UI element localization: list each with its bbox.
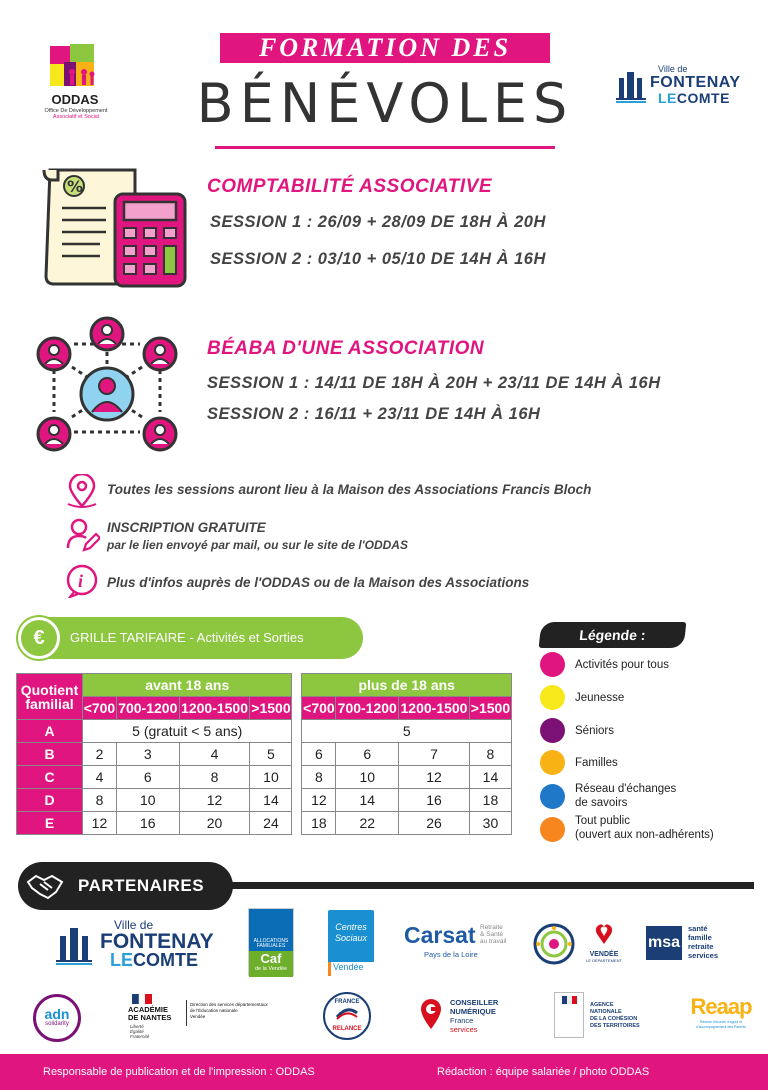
partners-bar-line xyxy=(200,882,754,889)
carsat-side xyxy=(480,924,506,945)
legend-label-all: Activités pour tous xyxy=(575,659,669,671)
partner-fontenay-line1: FONTENAY xyxy=(100,930,214,953)
caf-bottom xyxy=(249,951,293,977)
caf-l3: de la Vendée xyxy=(254,966,288,972)
carsat-side2: & Santé xyxy=(480,931,504,938)
fontenay-line1: FONTENAY xyxy=(650,74,741,91)
partner-academie-logo xyxy=(128,994,278,1044)
table-row xyxy=(17,812,512,835)
carsat-sub: Pays de la Loire xyxy=(424,950,478,959)
legend-label-exchange xyxy=(575,782,676,810)
adn-sub: solidarity xyxy=(45,1021,69,1027)
legend-exchange-l1: Réseau d'échanges xyxy=(575,783,677,795)
cnfs-l1: CONSEILLER xyxy=(450,998,499,1007)
cell: 3 xyxy=(116,743,179,766)
partner-caf-logo xyxy=(248,908,294,976)
partner-conseiller-numerique-logo xyxy=(420,996,530,1036)
partner-adn-logo xyxy=(33,994,81,1042)
title-band: FORMATION DES xyxy=(220,33,550,63)
group-adult-header: plus de 18 ans xyxy=(302,674,512,697)
oddas-sub-line2: Associatif et Social xyxy=(52,114,100,120)
partner-msa-logo xyxy=(646,924,736,964)
marianne-flag-icon xyxy=(555,993,583,1007)
row-label: E xyxy=(17,812,83,835)
partner-reaap-logo xyxy=(686,994,756,1042)
qf-label-2: familial xyxy=(25,695,74,712)
fontenay-castle-icon xyxy=(56,924,92,966)
person-edit-icon xyxy=(66,518,100,552)
table-row xyxy=(17,789,512,812)
cell: 20 xyxy=(179,812,250,835)
table-row xyxy=(17,766,512,789)
acad-motto xyxy=(130,1024,149,1039)
carsat-side3: au travail xyxy=(480,938,507,945)
section-2-session-2: SESSION 2 : 16/11 + 23/11 DE 14H À 16H xyxy=(207,405,541,423)
section-2-title: BÉABA D'UNE ASSOCIATION xyxy=(207,338,485,359)
legend-dot-families xyxy=(540,750,565,775)
cell: 6 xyxy=(336,743,399,766)
msa-l3: retraite xyxy=(688,942,714,951)
vendee-sub: LE DÉPARTEMENT xyxy=(586,958,622,963)
section-1-session-1: SESSION 1 : 26/09 + 28/09 DE 18H À 20H xyxy=(210,213,546,231)
footer xyxy=(0,1054,768,1090)
msa-l1: santé xyxy=(688,924,708,933)
partner-fontenay-comte: COMTE xyxy=(133,950,199,970)
calculator-document-icon xyxy=(40,166,190,292)
relance-l1: FRANCE xyxy=(334,999,360,1005)
vendee-label: VENDÉE xyxy=(589,951,619,958)
row-label: A xyxy=(17,720,83,743)
anct-text xyxy=(590,1002,640,1030)
bracket-minor: 700-1200 xyxy=(116,697,179,720)
bracket-adult: >1500 xyxy=(469,697,511,720)
cell: 26 xyxy=(399,812,470,835)
bracket-adult: 700-1200 xyxy=(336,697,399,720)
table-row xyxy=(17,743,512,766)
partner-france-relance-logo xyxy=(323,992,371,1040)
cell: 18 xyxy=(302,812,336,835)
caf-l2: FAMILIALES xyxy=(256,943,286,949)
handshake-icon xyxy=(26,872,64,900)
cell: 4 xyxy=(179,743,250,766)
oddas-logo-icon xyxy=(48,42,100,90)
acad-motto2: Égalité xyxy=(130,1029,144,1034)
partner-fontenay-line2 xyxy=(110,950,198,971)
carsat-side1: Retraite xyxy=(480,924,503,931)
cell: 12 xyxy=(83,812,117,835)
info-inscription-title: INSCRIPTION GRATUITE xyxy=(107,520,266,535)
bracket-minor: >1500 xyxy=(250,697,292,720)
partners-title: PARTENAIRES xyxy=(18,862,233,910)
cell: 14 xyxy=(336,789,399,812)
fontenay-line2 xyxy=(658,90,730,106)
cell: 5 xyxy=(250,743,292,766)
partner-fontenay-ville: Ville de xyxy=(114,918,154,932)
anct-l4: DES TERRITOIRES xyxy=(590,1023,640,1029)
cell: 4 xyxy=(83,766,117,789)
section-2-session-1: SESSION 1 : 14/11 DE 18H À 20H + 23/11 DE 14H À 16H xyxy=(207,374,661,392)
partner-carsat-logo xyxy=(404,922,514,962)
cs-sub: Vendée xyxy=(328,962,374,976)
cell: 10 xyxy=(336,766,399,789)
section-1-session-2: SESSION 2 : 03/10 + 05/10 DE 14H À 16H xyxy=(210,250,546,268)
cnfs-text xyxy=(450,998,498,1034)
caf-l1: ALLOCATIONS xyxy=(253,938,289,944)
cell: 24 xyxy=(250,812,292,835)
row-a-adult: 5 xyxy=(302,720,512,743)
reaap-sub: Réseau d'écoute d'appui et d'accompagnement des Parents xyxy=(695,1020,747,1029)
anct-l3: DE LA COHÉSION xyxy=(590,1016,638,1022)
euro-icon: € xyxy=(18,617,60,659)
row-label: D xyxy=(17,789,83,812)
legend-label-youth: Jeunesse xyxy=(575,692,625,704)
anct-l1: AGENCE xyxy=(590,1002,614,1008)
page-title: BÉNÉVOLES xyxy=(196,72,574,135)
partner-vendee-logo xyxy=(582,920,626,970)
cell: 12 xyxy=(302,789,336,812)
acad-dir1: Direction des services départementaux xyxy=(190,1002,268,1007)
legend-dot-seniors xyxy=(540,718,565,743)
svg-text:i: i xyxy=(78,571,84,591)
oddas-sub-line1: Office De Développement xyxy=(44,108,108,114)
table-row xyxy=(17,720,512,743)
legend-public-l2: (ouvert aux non-adhérents) xyxy=(575,829,714,841)
legend-label-public xyxy=(575,814,714,842)
cell: 8 xyxy=(83,789,117,812)
legend-label-families: Familles xyxy=(575,757,618,769)
cell: 18 xyxy=(469,789,511,812)
location-pin-icon xyxy=(66,474,98,508)
partner-anct-logo xyxy=(554,992,654,1040)
caf-text xyxy=(249,939,293,951)
cs-name: Centres Sociaux xyxy=(334,922,368,943)
relance-l2: RELANCE xyxy=(332,1026,362,1032)
msa-lines xyxy=(688,924,718,960)
network-people-icon xyxy=(32,312,182,462)
marianne-flag-icon xyxy=(132,994,152,1004)
acad-l2: DE NANTES xyxy=(128,1013,172,1022)
grille-header: GRILLE TARIFAIRE - Activités et Sorties xyxy=(18,617,363,659)
acad-divider xyxy=(186,1000,187,1026)
cell: 12 xyxy=(179,789,250,812)
cell: 16 xyxy=(399,789,470,812)
reaap-name xyxy=(686,994,756,1020)
acad-l1: ACADÉMIE xyxy=(128,1005,169,1014)
bracket-minor: <700 xyxy=(83,697,117,720)
cell: 14 xyxy=(469,766,511,789)
vendee-hearts-icon xyxy=(594,920,614,946)
cell: 10 xyxy=(116,789,179,812)
fontenay-castle-icon xyxy=(616,68,646,104)
footer-right: Rédaction : équipe salariée / photo ODDAS xyxy=(437,1066,650,1078)
info-icon xyxy=(66,564,100,598)
adn-name: adn xyxy=(44,1006,70,1022)
bracket-adult: <700 xyxy=(302,697,336,720)
row-label: B xyxy=(17,743,83,766)
cell: 6 xyxy=(116,766,179,789)
anct-l2: NATIONALE xyxy=(590,1009,622,1015)
row-a-minor: 5 (gratuit < 5 ans) xyxy=(83,720,292,743)
cell: 8 xyxy=(469,743,511,766)
info-more: Plus d'infos auprès de l'ODDAS ou de la Maison des Associations xyxy=(107,575,530,590)
legend-label-seniors: Séniors xyxy=(575,725,614,737)
legend-dot-youth xyxy=(540,685,565,710)
fontenay-ville-de: Ville de xyxy=(658,64,688,74)
info-inscription-sub: par le lien envoyé par mail, ou sur le site de l'ODDAS xyxy=(107,538,408,552)
oddas-logo-name: ODDAS xyxy=(51,92,99,107)
legend-public-l1: Tout public xyxy=(575,815,630,827)
cell: 7 xyxy=(399,743,470,766)
footer-left: Responsable de publication et de l'impression : ODDAS xyxy=(43,1066,315,1078)
cell: 14 xyxy=(250,789,292,812)
legend-dot-exchange xyxy=(540,784,565,809)
partner-badge-circle-icon xyxy=(533,922,575,966)
cnfs-l2: NUMÉRIQUE xyxy=(450,1007,496,1016)
group-minor-header: avant 18 ans xyxy=(83,674,292,697)
caf-top xyxy=(249,909,293,939)
partner-fontenay-le: LE xyxy=(110,950,134,970)
cell: 12 xyxy=(399,766,470,789)
partner-fontenay-logo xyxy=(56,918,236,968)
section-1-title: COMPTABILITÉ ASSOCIATIVE xyxy=(207,176,493,197)
msa-l4: services xyxy=(688,951,719,960)
cnfs-l4: services xyxy=(450,1025,478,1034)
carsat-name: Carsat xyxy=(404,922,476,948)
acad-dir2: de l'Éducation nationale xyxy=(190,1008,238,1013)
cnfs-l3: France xyxy=(450,1016,474,1025)
legend-dot-public xyxy=(540,817,565,842)
tarif-table xyxy=(16,673,512,835)
acad-motto3: Fraternité xyxy=(130,1034,150,1039)
cell: 10 xyxy=(250,766,292,789)
fontenay-comte: COMTE xyxy=(676,90,730,106)
msa-l2: famille xyxy=(688,933,712,942)
acad-dir3: Vendée xyxy=(190,1014,206,1019)
bracket-minor: 1200-1500 xyxy=(179,697,250,720)
fontenay-le: LE xyxy=(658,90,677,106)
oddas-logo-subtitle xyxy=(38,108,114,120)
acad-motto1: Liberté xyxy=(130,1024,144,1029)
qf-label-1: Quotient xyxy=(20,681,79,698)
acad-name xyxy=(128,1006,171,1022)
table-gap xyxy=(292,674,302,835)
msa-name: msa xyxy=(646,926,682,960)
svg-text:%: % xyxy=(67,177,84,196)
fontenay-logo xyxy=(612,62,762,108)
cell: 22 xyxy=(336,812,399,835)
legend-title: Légende : xyxy=(539,622,687,648)
reaap-name-text: Reaap xyxy=(690,994,752,1019)
legend-dot-all xyxy=(540,652,565,677)
cell: 2 xyxy=(83,743,117,766)
legend-exchange-l2: de savoirs xyxy=(575,797,628,809)
relance-arrows-icon xyxy=(334,1005,360,1021)
map-pin-c-icon xyxy=(420,998,442,1030)
partner-centres-sociaux-logo xyxy=(328,910,374,976)
bracket-adult: 1200-1500 xyxy=(399,697,470,720)
cell: 30 xyxy=(469,812,511,835)
acad-dir xyxy=(190,1002,280,1020)
title-underline xyxy=(215,146,555,149)
cell: 6 xyxy=(302,743,336,766)
cell: 8 xyxy=(179,766,250,789)
qf-header xyxy=(17,674,83,720)
row-label: C xyxy=(17,766,83,789)
caf-name: Caf xyxy=(260,951,282,966)
anct-box xyxy=(554,992,584,1038)
info-location: Toutes les sessions auront lieu à la Maison des Associations Francis Bloch xyxy=(107,482,592,497)
cell: 16 xyxy=(116,812,179,835)
cell: 8 xyxy=(302,766,336,789)
